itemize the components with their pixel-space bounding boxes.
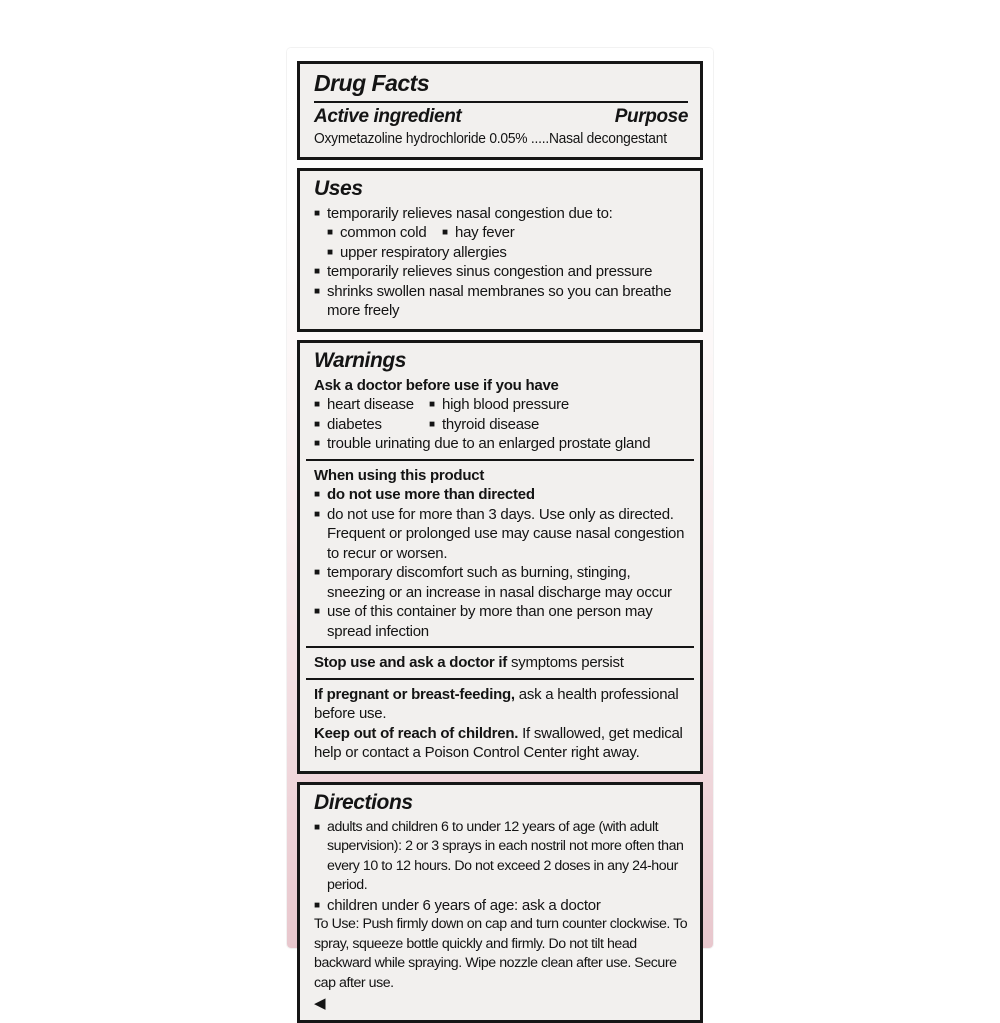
keep-out-of-reach-line	[314, 724, 688, 763]
bullet-square-icon: ■	[314, 563, 327, 602]
uses-bullet-1	[314, 204, 688, 224]
pregnant-rest-text: ask a health professional before use.	[314, 686, 678, 723]
directions-title: Directions	[314, 790, 688, 816]
bullet-square-icon: ■	[327, 223, 340, 243]
to-use-paragraph: To Use: Push firmly down on cap and turn counter clockwise. To spray, squeeze bottle quickly and firmly. Do not tilt head backward while spraying. Wipe nozzle clean after use. Secure cap after use.	[314, 915, 688, 993]
condition-thyroid-disease	[429, 415, 539, 435]
condition-high-blood-pressure	[429, 395, 569, 415]
uses-sub-bullet-2-text: hay fever	[455, 223, 514, 243]
condition-4-text: thyroid disease	[442, 415, 539, 435]
active-ingredient-value: Oxymetazoline hydrochloride 0.05% .....Nasal decongestant	[314, 129, 658, 149]
condition-prostate	[314, 434, 688, 454]
uses-bullet-3-text: shrinks swollen nasal membranes so you can breathe more freely	[327, 282, 688, 321]
ask-doctor-heading: Ask a doctor before use if you have	[314, 376, 688, 396]
when-using-bullet-1	[314, 485, 688, 505]
stop-use-bold-text: Stop use and ask a doctor if	[314, 654, 507, 671]
uses-sub-bullet-hay-fever	[442, 223, 514, 243]
bullet-square-icon: ■	[442, 223, 455, 243]
bullet-square-icon: ■	[314, 415, 327, 435]
uses-sub-bullet-allergies	[314, 243, 688, 263]
stop-use-rest-text: symptoms persist	[507, 654, 624, 671]
bullet-square-icon: ■	[314, 434, 327, 454]
uses-sub-bullets-row-1	[314, 223, 688, 243]
warnings-box	[297, 340, 703, 774]
bullet-square-icon: ■	[314, 896, 327, 916]
uses-bullet-2	[314, 262, 688, 282]
divider-rule	[306, 678, 694, 680]
bullet-square-icon: ■	[314, 505, 327, 564]
drug-facts-header-box	[297, 61, 703, 160]
when-using-bullet-3	[314, 563, 688, 602]
bullet-square-icon: ■	[429, 415, 442, 435]
active-ingredient-header-row	[314, 105, 688, 129]
bullet-square-icon: ■	[314, 395, 327, 415]
purpose-heading: Purpose	[615, 105, 688, 129]
condition-heart-disease	[314, 395, 429, 415]
conditions-row-2	[314, 415, 688, 435]
uses-sub-bullet-1-text: common cold	[340, 223, 442, 243]
active-ingredient-heading: Active ingredient	[314, 105, 461, 129]
drug-facts-title: Drug Facts	[314, 69, 688, 98]
uses-bullet-1-text: temporarily relieves nasal congestion due to:	[327, 204, 688, 224]
condition-1-text: heart disease	[327, 395, 429, 415]
warnings-title: Warnings	[314, 348, 688, 374]
bullet-square-icon: ■	[327, 243, 340, 263]
bullet-square-icon: ■	[314, 204, 327, 224]
bullet-square-icon: ■	[314, 262, 327, 282]
package-back-panel	[287, 48, 713, 948]
divider-rule	[314, 101, 688, 103]
directions-bullet-1-text: adults and children 6 to under 12 years of age (with adult supervision): 2 or 3 sprays in each nostril not more often than every 10 to 12 hours. Do not exceed 2 doses in any 24-hour period.	[327, 818, 688, 896]
keep-out-rest-text: If swallowed, get medical help or contact a Poison Control Center right away.	[314, 725, 683, 762]
pregnant-bold-text: If pregnant or breast-feeding,	[314, 686, 515, 703]
keep-out-bold-text: Keep out of reach of children.	[314, 725, 518, 742]
when-using-heading: When using this product	[314, 466, 688, 486]
condition-3-text: diabetes	[327, 415, 429, 435]
bullet-square-icon: ■	[314, 602, 327, 641]
condition-5-text: trouble urinating due to an enlarged prostate gland	[327, 434, 688, 454]
when-using-bullet-4-text: use of this container by more than one person may spread infection	[327, 602, 688, 641]
bullet-square-icon: ■	[314, 485, 327, 505]
pregnant-line	[314, 685, 688, 724]
directions-bullet-1	[314, 818, 688, 896]
divider-rule	[306, 646, 694, 648]
bullet-square-icon: ■	[429, 395, 442, 415]
when-using-bullet-2	[314, 505, 688, 564]
directions-bullet-2	[314, 896, 688, 916]
conditions-row-1	[314, 395, 688, 415]
uses-bullet-3	[314, 282, 688, 321]
stop-use-line	[314, 653, 688, 673]
uses-title: Uses	[314, 176, 688, 202]
bullet-square-icon: ■	[314, 282, 327, 321]
when-using-bullet-3-text: temporary discomfort such as burning, stinging, sneezing or an increase in nasal discharge may occur	[327, 563, 688, 602]
condition-2-text: high blood pressure	[442, 395, 569, 415]
uses-sub-bullet-common-cold	[327, 223, 442, 243]
panel-turn-left-arrow-icon: ◀	[314, 995, 688, 1012]
uses-bullet-2-text: temporarily relieves sinus congestion and pressure	[327, 262, 688, 282]
uses-box	[297, 168, 703, 332]
condition-diabetes	[314, 415, 429, 435]
when-using-bullet-2-text: do not use for more than 3 days. Use only as directed. Frequent or prolonged use may cause nasal congestion to recur or worsen.	[327, 505, 688, 564]
when-using-bullet-1-text: do not use more than directed	[327, 485, 688, 505]
directions-box	[297, 782, 703, 1023]
directions-bullet-2-text: children under 6 years of age: ask a doctor	[327, 896, 688, 916]
divider-rule	[306, 459, 694, 461]
uses-sub-bullet-3-text: upper respiratory allergies	[340, 243, 688, 263]
when-using-bullet-4	[314, 602, 688, 641]
bullet-square-icon: ■	[314, 818, 327, 896]
